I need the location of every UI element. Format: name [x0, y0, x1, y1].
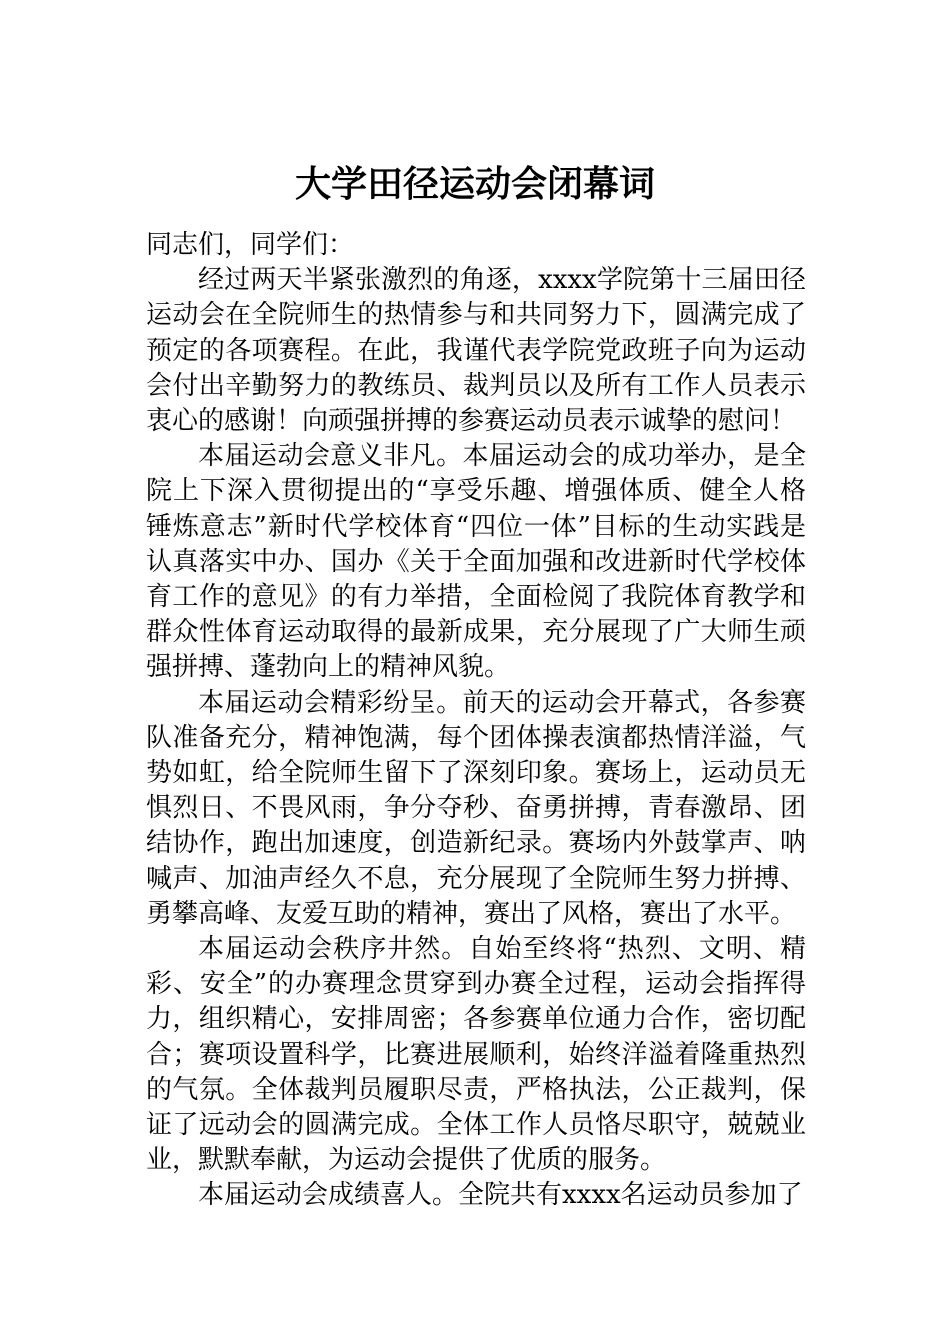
document-title: 大学田径运动会闭幕词 [294, 163, 655, 205]
salutation: 同志们，同学们： [146, 230, 355, 260]
paragraph-1: 经过两天半紧张激烈的角逐，xxxx学院第十三届田径运动会在全院师生的热情参与和共同努力下，圆满完成了预定的各项赛程。在此，我谨代表学院党政班子向为运动会付出辛勤努力的教练员、裁判员以及所有工作人员表示衷心的感谢！向顽强拼搏的参赛运动员表示诚挚的慰问！ [146, 265, 806, 437]
paragraph-4: 本届运动会秩序井然。自始至终将“热烈、文明、精彩、安全”的办赛理念贯穿到办赛全过程，运动会指挥得力，组织精心，安排周密；各参赛单位通力合作，密切配合；赛项设置科学，比赛进展顺利，始终洋溢着隆重热烈的气氛。全体裁判员履职尽责，严格执法，公正裁判，保证了远动会的圆满完成。全体工作人员恪尽职守，兢兢业业，默默奉献，为运动会提供了优质的服务。 [146, 934, 806, 1176]
document-body [146, 228, 806, 1214]
paragraph-2: 本届运动会意义非凡。本届运动会的成功举办，是全院上下深入贯彻提出的“享受乐趣、增强体质、健全人格锤炼意志”新时代学校体育“四位一体”目标的生动实践是认真落实中办、国办《关于全面加强和改进新时代学校体育工作的意见》的有力举措，全面检阅了我院体育教学和群众性体育运动取得的最新成果，充分展现了广大师生顽强拼搏、蓬勃向上的精神风貌。 [146, 441, 806, 683]
paragraph-3: 本届运动会精彩纷呈。前天的运动会开幕式，各参赛队准备充分，精神饱满，每个团体操表演都热情洋溢，气势如虹，给全院师生留下了深刻印象。赛场上，运动员无惧烈日、不畏风雨，争分夺秒、奋勇拼搏，青春激昂、团结协作，跑出加速度，创造新纪录。赛场内外鼓掌声、呐喊声、加油声经久不息，充分展现了全院师生努力拼搏、勇攀高峰、友爱互助的精神，赛出了风格，赛出了水平。 [146, 687, 806, 929]
paragraph-5: 本届运动会成绩喜人。全院共有xxxx名运动员参加了 [198, 1180, 803, 1211]
